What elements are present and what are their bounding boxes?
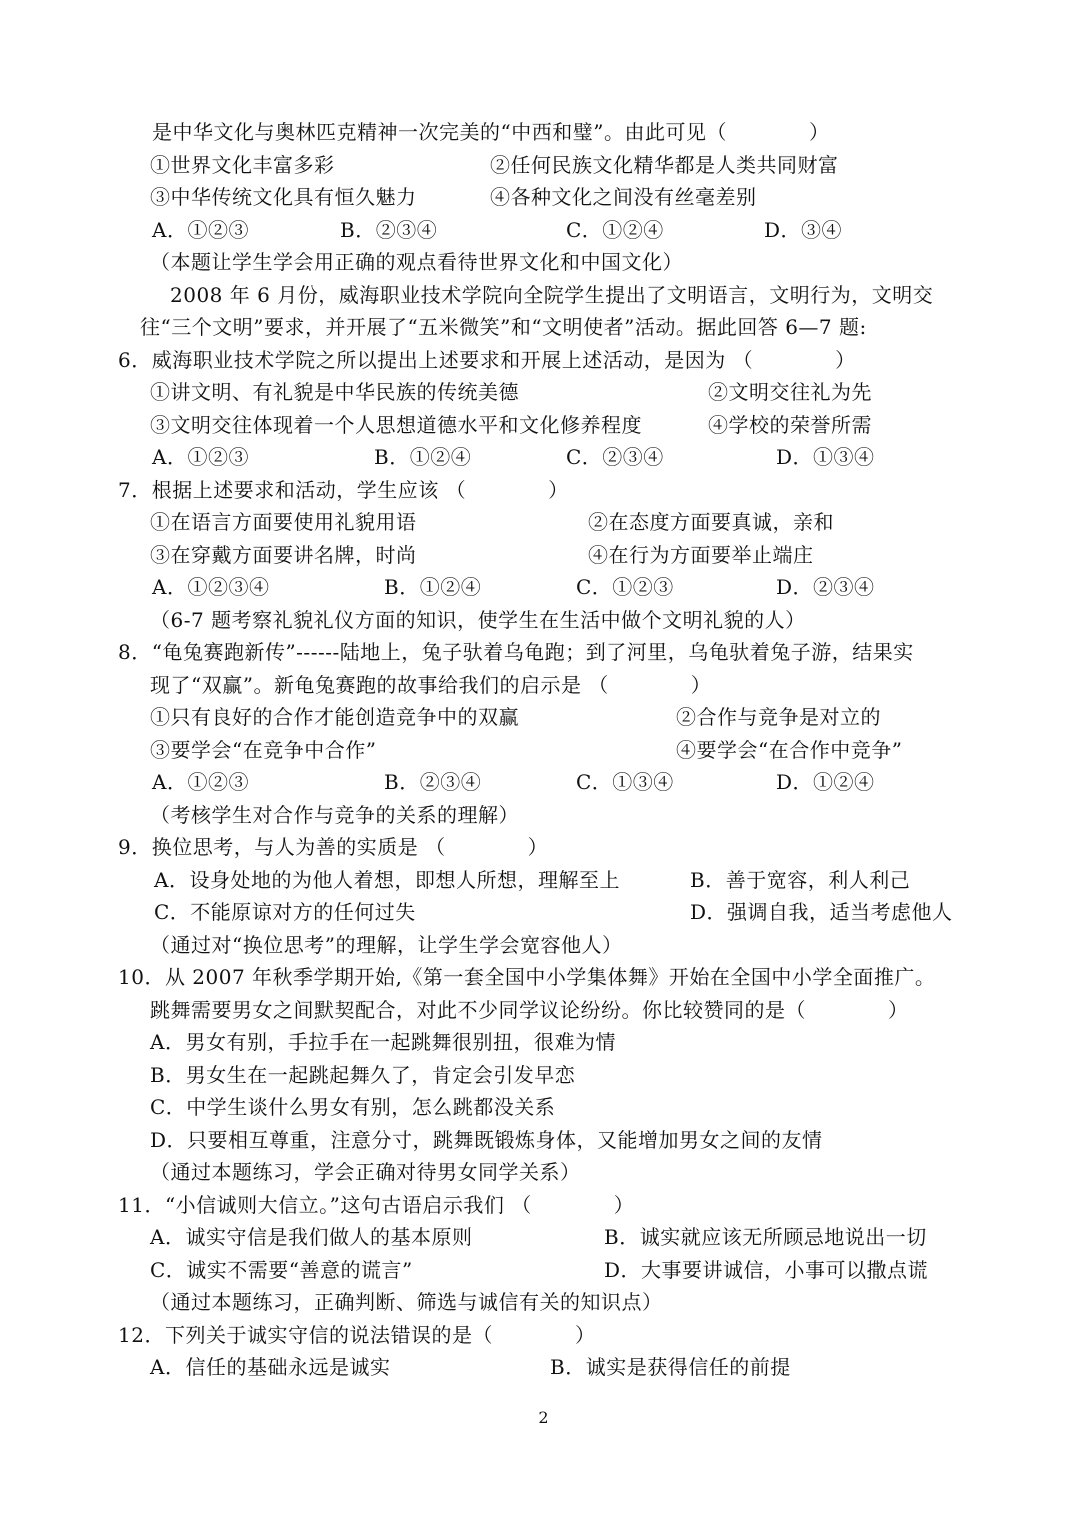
q9-option-a: A．设身处地的为他人着想，即想人所想，理解至上 <box>154 868 620 892</box>
q9-note: （通过对“换位思考”的理解，让学生学会宽容他人） <box>150 933 623 957</box>
q6-answer-a: A．①②③ <box>152 445 249 469</box>
q12-option-b: B．诚实是获得信任的前提 <box>550 1355 791 1379</box>
q9-option-d: D．强调自我，适当考虑他人 <box>690 900 953 924</box>
q8-option-2: ②合作与竞争是对立的 <box>676 705 881 729</box>
q8-option-3: ③要学会“在竞争中合作” <box>150 738 377 762</box>
q8-answer-a: A．①②③ <box>152 770 249 794</box>
q6-option-3: ③文明交往体现着一个人思想道德水平和文化修养程度 <box>150 413 642 437</box>
q5-option-4: ④各种文化之间没有丝毫差别 <box>490 185 757 209</box>
q10-option-a: A．男女有别，手拉手在一起跳舞很别扭，很难为情 <box>150 1030 616 1054</box>
q7-option-4: ④在行为方面要举止端庄 <box>588 543 814 567</box>
q6-answer-c: C．②③④ <box>566 445 664 469</box>
q8-answer-c: C．①③④ <box>576 770 674 794</box>
q8-answer-d: D．①②④ <box>776 770 875 794</box>
q5-answer-b: B．②③④ <box>340 218 438 242</box>
q10-note: （通过本题练习，学会正确对待男女同学关系） <box>150 1160 581 1184</box>
q5-stem: 是中华文化与奥林匹克精神一次完美的“中西和璧”。由此可见（ ） <box>152 120 830 144</box>
q7-answer-c: C．①②③ <box>576 575 674 599</box>
q10-stem-line-2: 跳舞需要男女之间默契配合，对此不少同学议论纷纷。你比较赞同的是（ ） <box>150 998 909 1022</box>
q11-stem: 11．“小信诚则大信立。”这句古语启示我们 （ ） <box>118 1193 635 1217</box>
q6-option-1: ①讲文明、有礼貌是中华民族的传统美德 <box>150 380 519 404</box>
q5-option-3: ③中华传统文化具有恒久魅力 <box>150 185 417 209</box>
q11-note: （通过本题练习，正确判断、筛选与诚信有关的知识点） <box>150 1290 663 1314</box>
q11-option-b: B．诚实就应该无所顾忌地说出一切 <box>604 1225 927 1249</box>
q12-option-a: A．信任的基础永远是诚实 <box>150 1355 391 1379</box>
q8-option-1: ①只有良好的合作才能创造竞争中的双赢 <box>150 705 519 729</box>
q5-option-2: ②任何民族文化精华都是人类共同财富 <box>490 153 839 177</box>
q5-answer-a: A．①②③ <box>152 218 249 242</box>
q7-answer-b: B．①②④ <box>384 575 482 599</box>
q9-option-c: C．不能原谅对方的任何过失 <box>154 900 416 924</box>
q6-answer-b: B．①②④ <box>374 445 472 469</box>
intro-line-2: 往“三个文明”要求，并开展了“五米微笑”和“文明使者”活动。据此回答 6—7 题: <box>140 315 867 339</box>
q8-stem-line-2: 现了“双赢”。新龟兔赛跑的故事给我们的启示是 （ ） <box>150 673 712 697</box>
q8-note: （考核学生对合作与竞争的关系的理解） <box>150 803 519 827</box>
q11-option-c: C．诚实不需要“善意的谎言” <box>150 1258 413 1282</box>
q5-note: （本题让学生学会用正确的观点看待世界文化和中国文化） <box>150 250 683 274</box>
q7-note: （6-7 题考察礼貌礼仪方面的知识，使学生在生活中做个文明礼貌的人） <box>150 608 806 632</box>
q7-stem: 7．根据上述要求和活动，学生应该 （ ） <box>118 478 569 502</box>
intro-line-1: 2008 年 6 月份，威海职业技术学院向全院学生提出了文明语言，文明行为，文明交 <box>170 283 934 307</box>
q5-answer-d: D．③④ <box>764 218 843 242</box>
q9-stem: 9．换位思考，与人为善的实质是 （ ） <box>118 835 549 859</box>
q10-option-c: C．中学生谈什么男女有别，怎么跳都没关系 <box>150 1095 556 1119</box>
q8-answer-b: B．②③④ <box>384 770 482 794</box>
q8-option-4: ④要学会“在合作中竞争” <box>676 738 903 762</box>
q10-option-b: B．男女生在一起跳起舞久了，肯定会引发早恋 <box>150 1063 576 1087</box>
q7-answer-a: A．①②③④ <box>152 575 270 599</box>
q7-answer-d: D．②③④ <box>776 575 875 599</box>
q11-option-d: D．大事要讲诚信，小事可以撒点谎 <box>604 1258 929 1282</box>
q6-option-4: ④学校的荣誉所需 <box>708 413 872 437</box>
q5-answer-c: C．①②④ <box>566 218 664 242</box>
q8-stem-line-1: 8．“龟兔赛跑新传”------陆地上，兔子驮着乌龟跑；到了河里，乌龟驮着兔子游，结果实 <box>118 640 914 664</box>
q11-option-a: A．诚实守信是我们做人的基本原则 <box>150 1225 473 1249</box>
q7-option-2: ②在态度方面要真诚，亲和 <box>588 510 834 534</box>
q6-answer-d: D．①③④ <box>776 445 875 469</box>
q10-option-d: D．只要相互尊重，注意分寸，跳舞既锻炼身体，又能增加男女之间的友情 <box>150 1128 823 1152</box>
page-number: 2 <box>538 1408 549 1427</box>
q10-stem-line-1: 10．从 2007 年秋季学期开始,《第一套全国中小学集体舞》开始在全国中小学全面推广。 <box>118 965 936 989</box>
q7-option-1: ①在语言方面要使用礼貌用语 <box>150 510 417 534</box>
q12-stem: 12．下列关于诚实守信的说法错误的是（ ） <box>118 1323 596 1347</box>
q9-option-b: B．善于宽容，利人利己 <box>690 868 911 892</box>
q6-option-2: ②文明交往礼为先 <box>708 380 872 404</box>
q6-stem: 6．威海职业技术学院之所以提出上述要求和开展上述活动，是因为 （ ） <box>118 348 856 372</box>
q7-option-3: ③在穿戴方面要讲名牌，时尚 <box>150 543 417 567</box>
q5-option-1: ①世界文化丰富多彩 <box>150 153 335 177</box>
